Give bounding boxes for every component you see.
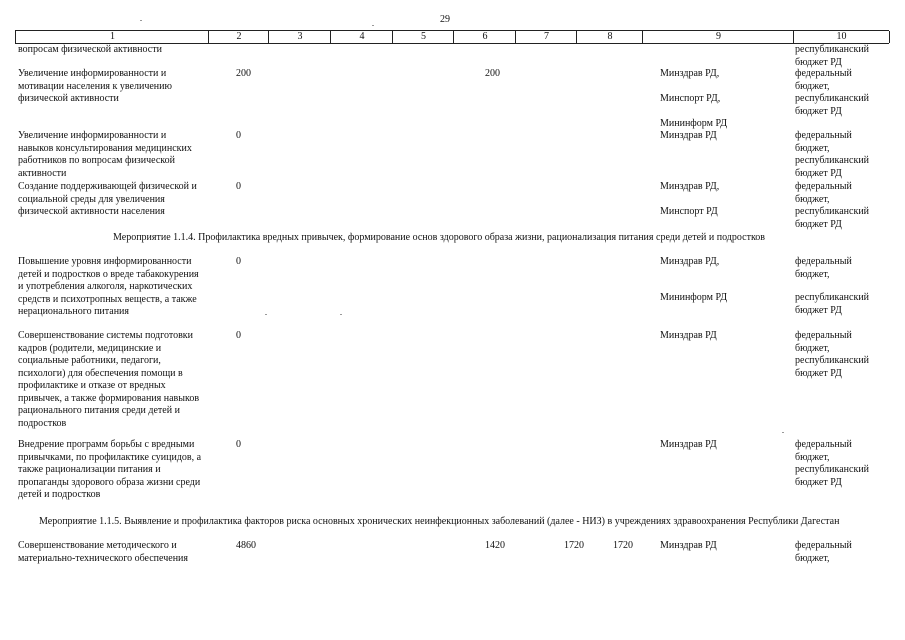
row-programs-activity: Внедрение программ борьбы с вредными привычками, по профилактике суицидов, а также рационализации питания и пропаганды здорового образа жизни среди детей и подростков [18,439,202,500]
row-awareness-total: 200 [236,68,251,79]
section-heading-1-1-4: Мероприятие 1.1.4. Профилактика вредных привычек, формирование основ здорового образа жизни, рационализация питания среди детей и подростков [113,232,766,243]
page-number: 29 [440,14,450,25]
column-number: 5 [392,31,454,43]
row-environment-funding: федеральный бюджет, республиканский бюджет РД [795,181,870,230]
row-environment-executor: Минспорт РД [660,206,718,217]
row-methodical-activity: Совершенствование методического и материально-технического обеспечения [18,540,188,564]
column-number: 3 [268,31,331,43]
row-awareness-funding: федеральный бюджет, республиканский бюджет РД [795,68,870,117]
row-methodical-executor: Минздрав РД [660,540,717,551]
row-medical-executor: Минздрав РД [660,130,717,141]
row-cont-funding: республиканский бюджет РД [795,44,870,68]
column-number: 4 [330,31,393,43]
scan-speck [140,20,142,21]
row-training-funding: федеральный бюджет, республиканский бюджет РД [795,330,870,379]
row-environment-executor: Минздрав РД, [660,181,720,192]
scan-speck [372,25,374,26]
row-children-awareness-funding: федеральный бюджет, [795,256,852,280]
row-methodical-year-value: 1720 [613,540,633,551]
column-number: 8 [576,31,643,43]
column-number: 1 [15,31,209,43]
row-awareness-executor: Минздрав РД, [660,68,720,79]
row-children-awareness-activity: Повышение уровня информированности детей и подростков о вреде табакокурения и употребления алкоголя, наркотических средств и психотропных веществ, а также нерационального питания [18,256,199,317]
row-awareness-year-value: 200 [485,68,500,79]
scan-speck [782,432,784,433]
row-methodical-total: 4860 [236,540,256,551]
row-medical-funding: федеральный бюджет, республиканский бюджет РД [795,130,870,179]
row-children-awareness-executor: Минздрав РД, [660,256,720,267]
column-number: 10 [793,31,890,43]
row-cont-activity: вопросам физической активности [18,44,162,55]
column-number: 6 [453,31,516,43]
row-training-total: 0 [236,330,241,341]
column-number: 7 [515,31,577,43]
row-environment-activity: Создание поддерживающей физической и социальной среды для увеличения физической активности населения [18,181,197,217]
row-training-activity: Совершенствование системы подготовки кадров (родители, медицинские и социальные работники, педагоги, психологи) для обеспечения помощи в профилактике и отказе от вредных привычек, а также формирования навыков рационального питания среди детей и подростков [18,330,200,429]
section-heading-1-1-5: Мероприятие 1.1.5. Выявление и профилактика факторов риска основных хронических неинфекционных заболеваний (далее - НИЗ) в учреждениях здравоохранения Республики Дагестан [39,516,840,527]
row-medical-activity: Увеличение информированности и навыков консультирования медицинских работников по вопросам физической активности [18,130,192,179]
row-programs-executor: Минздрав РД [660,439,717,450]
row-training-executor: Минздрав РД [660,330,717,341]
row-methodical-funding: федеральный бюджет, [795,540,852,564]
row-environment-total: 0 [236,181,241,192]
row-programs-funding: федеральный бюджет, республиканский бюджет РД [795,439,870,488]
column-number-header [15,30,889,44]
row-awareness-executor: Мининформ РД [660,118,728,129]
row-children-awareness-executor: Мининформ РД [660,292,728,303]
scan-speck [340,314,342,315]
scan-speck [265,314,267,315]
row-awareness-activity: Увеличение информированности и мотивации населения к увеличению физической активности [18,68,172,104]
row-programs-total: 0 [236,439,241,450]
column-number: 2 [208,31,269,43]
row-awareness-executor: Минспорт РД, [660,93,721,104]
row-children-awareness-total: 0 [236,256,241,267]
column-number: 9 [642,31,794,43]
row-medical-total: 0 [236,130,241,141]
row-methodical-year-value: 1720 [564,540,584,551]
row-methodical-year-value: 1420 [485,540,505,551]
row-children-awareness-funding: республиканский бюджет РД [795,292,870,316]
